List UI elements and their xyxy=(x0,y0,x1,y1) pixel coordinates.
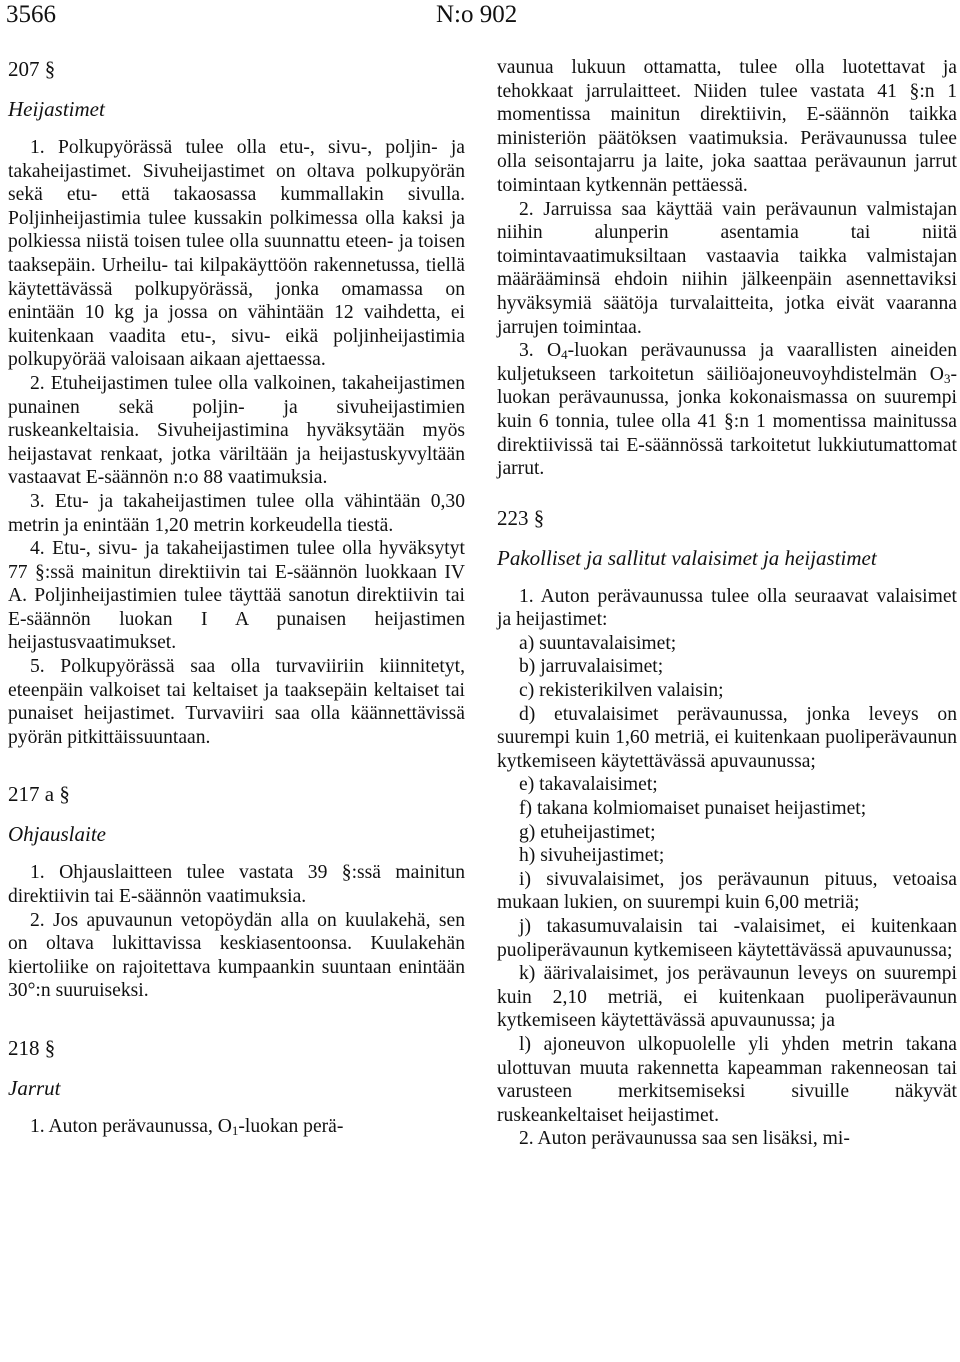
list-item: i) sivuvalaisimet, jos perävaunun pituus, vetoaisa mukaan lukien, on suurempi kuin 6,00 metriä; xyxy=(497,868,957,914)
list-item: j) takasumuvalaisin tai -valaisimet, ei kuitenkaan puoliperävaunun kytkemiseen käytettävässä apuvaunussa; xyxy=(497,916,957,961)
section-number: 217 a § xyxy=(8,782,70,807)
list-item: a) suuntavalaisimet; xyxy=(519,632,677,654)
paragraph: 1. Auton perävaunussa tulee olla seuraavat valaisimet ja heijastimet: xyxy=(497,585,957,631)
paragraph: 3. Etu- ja takaheijastimen tulee olla vähintään 0,30 metrin ja enintään 1,20 metrin korkeudella tiestä. xyxy=(8,490,465,536)
section-number: 218 § xyxy=(8,1036,56,1060)
paragraph: 2. Jos apuvaunun vetopöydän alla on kuulakehä, sen on oltava lukittavissa keskiasentoonsa. Kuulakehän kiertoliike on rajoitettava kumpaankin suuntaan enintään 30°:n suuruiseksi. xyxy=(8,909,465,1002)
list-item: c) rekisterikilven valaisin; xyxy=(519,680,724,702)
section-title: Jarrut xyxy=(8,1076,61,1100)
paragraph: 4. Etu-, sivu- ja takaheijastimen tulee olla hyväksytyt 77 §:ssä mainitun direktiivin tai E-säännön luokkaan IV A. Poljinheijastimien tulee täyttää sanotun direktiivin tai E-säännön luokan I A punaisen heijastimen heijastusvaatimukset. xyxy=(8,538,465,654)
list-item: b) jarruvalaisimet; xyxy=(519,656,664,678)
paragraph: 2. Jarruissa saa käyttää vain perävaunun valmistajan niihin alunperin asentamia tai niitä toimintavaatimuksiltaan vastaavia taikka valmistajan määrääminsä ehdoin niihin jälkeenpäin asennettaviksi hyväksymiä säätöja turvalaitteita, jotka eivät vaaranna jarrujen toimintaa. xyxy=(497,198,957,338)
section-title: Heijastimet xyxy=(8,97,105,121)
issue-number: N:o 902 xyxy=(436,1,518,28)
paragraph: 3. $O_4$-luokan perävaunussa ja vaarallisten aineiden kuljetukseen tarkoitetun säiliöajoneuvoyhdistelmän $O_3$-luokan perävaunussa, jonka kokonaismassa on suurempi kuin 6 tonnia, tulee olla 41 §:n 1 momentissa mainitussa direktiivissä tai E-säännössä tarkoitetut lukkiutumattomat jarrut. xyxy=(497,340,957,480)
list-item: h) sivuheijastimet; xyxy=(519,845,665,867)
section-number: 207 § xyxy=(8,57,56,81)
paragraph: vaunua lukuun ottamatta, tulee olla luotettavat ja tehokkaat jarrulaitteet. Niiden tulee vastata 41 §:n 1 momentissa mainitun direktiivin, E-säännön taikka ministeriön päätöksen vaatimuksia. Perävaunussa tulee olla seisontajarru ja laite, joka saattaa perävaunun jarrut toimintaan kytkennän pettäessä. xyxy=(497,57,957,196)
list-item: k) äärivalaisimet, jos perävaunun leveys on suurempi kuin 2,10 metriä, ei kuitenkaan puoliperävaunun kytkemiseen käytettävässä apuvaunussa; ja xyxy=(497,963,957,1032)
left-column xyxy=(8,56,465,1139)
paragraph: 2. Auton perävaunussa saa sen lisäksi, mi- xyxy=(519,1128,850,1150)
paragraph: 1. Ohjauslaitteen tulee vastata 39 §:ssä mainitun direktiivin tai E-säännön vaatimuksia. xyxy=(8,862,465,908)
list-item: d) etuvalaisimet perävaunussa, jonka leveys on suurempi kuin 1,60 metriä, ei kuitenkaan puoliperävaunun kytkemiseen käytettävässä apuvaunussa; xyxy=(497,703,957,772)
paragraph: 5. Polkupyörässä saa olla turvaviiriin kiinnitetyt, eteenpäin valkoiset tai keltaiset ja taaksepäin keltaiset tai punaiset heijastimet. Turvaviiri saa olla käännettävissä pyörän pitkittäissuuntaan. xyxy=(8,656,465,748)
paragraph: 1. Auton perävaunussa, $O_1$-luokan perä- xyxy=(30,1116,344,1138)
paragraph: 1. Polkupyörässä tulee olla etu-, sivu-, poljin- ja takaheijastimet. Sivuheijastimet on oltava polkupyörän sekä etu- että takaosassa kummallakin sivulla. Poljinheijastimia tulee kussakin polkimessa olla kaksi ja polkiessa niistä toisen tulee olla suunnattu eteen- ja toisen taaksepäin. Urheilu- tai kilpakäyttöön rakennetussa, tiellä käytettävässä polkupyörässä, jonka omamassa on enintään 10 kg ja jossa on vähintään 12 vaihdetta, ei kuitenkaan vaadita etu-, sivu- eikä poljinheijastimia polkupyörää valoisaan aikaan ajettaessa. xyxy=(8,137,465,371)
right-column xyxy=(497,56,957,1151)
section-number: 223 § xyxy=(497,505,545,530)
paragraph: 2. Etuheijastimen tulee olla valkoinen, takaheijastimen punainen sekä poljin- ja sivuheijastimien ruskeankeltaisia. Sivuheijastimina hyväksytään myös heijastavat renkaat, jotka väriltään ja heijastuskyvyltään vastaavat E-säännön n:o 88 vaatimuksia. xyxy=(8,372,465,489)
list-item: f) takana kolmiomaiset punaiset heijastimet; xyxy=(519,798,867,820)
list-item: g) etuheijastimet; xyxy=(519,821,656,843)
list-item: e) takavalaisimet; xyxy=(519,774,658,796)
page-header xyxy=(0,0,960,40)
page-number: 3566 xyxy=(6,1,56,28)
section-title: Pakolliset ja sallitut valaisimet ja heijastimet xyxy=(497,545,877,570)
list-item: l) ajoneuvon ulkopuolelle yli yhden metrin takana ulottuvan muuta rakennetta kapeamman rakenneosan tai varusteen merkitsemiseksi sivuille näkyvät ruskeankeltaiset heijastimet. xyxy=(497,1033,957,1126)
section-title: Ohjauslaite xyxy=(8,822,106,847)
